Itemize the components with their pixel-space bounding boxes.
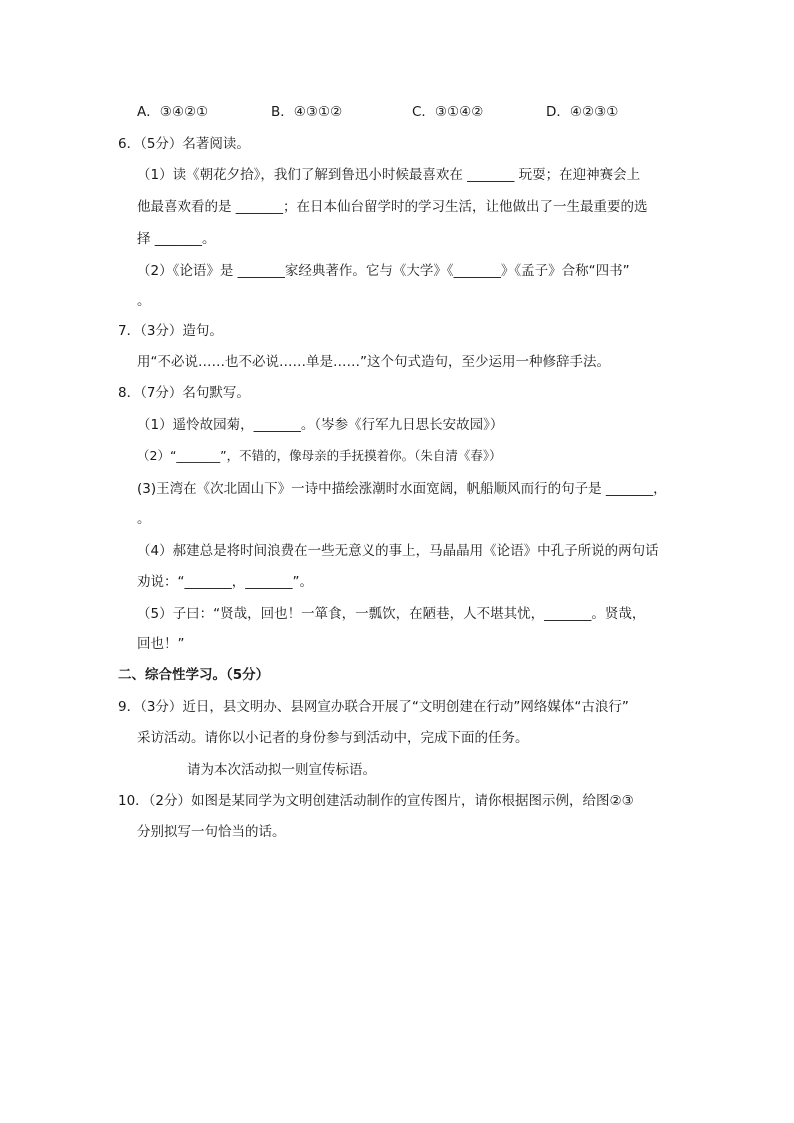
question-8-item1: （1）遥怜故园菊，_______。（岑参《行军九日思长安故园》） xyxy=(137,417,504,433)
question-6-part1-line2: 他最喜欢看的是 _______；在日本仙台留学时的学习生活，让他做出了一生最重要的选 xyxy=(137,199,648,215)
option-a: A．③④②① xyxy=(137,104,209,120)
question-9-task: 请为本次活动拟一则宣传标语。 xyxy=(187,762,376,778)
question-8-item2: （2）“_______”，不错的，像母亲的手抚摸着你。（朱自清《春》） xyxy=(137,448,502,463)
option-d: D．④②③① xyxy=(546,104,619,120)
option-b: B．④③①② xyxy=(271,104,343,120)
question-6-part1-line3: 择 _______。 xyxy=(137,231,216,247)
question-8-item5-line2: 回也！” xyxy=(137,636,185,652)
question-8-item4-line2: 劝说：“_______，_______”。 xyxy=(137,574,313,590)
question-8-item3-line2: 。 xyxy=(137,511,151,527)
section-2-title: 二、综合性学习。（5分） xyxy=(118,667,270,683)
question-6-part2-line2: 。 xyxy=(137,293,151,309)
question-9-line1: 9．（3分）近日，县文明办、县网宣办联合开展了“文明创建在行动”网络媒体“古浪行” xyxy=(118,699,629,715)
question-7-body: 用“不必说……也不必说……单是……”这个句式造句，至少运用一种修辞手法。 xyxy=(137,354,610,370)
option-c: C．③①④② xyxy=(412,104,484,120)
question-9-line2: 采访活动。请你以小记者的身份参与到活动中，完成下面的任务。 xyxy=(137,730,529,746)
question-6-head: 6．（5分）名著阅读。 xyxy=(118,136,250,152)
question-8-item5-line1: （5）子曰：“贤哉，回也！一箪食，一瓢饮，在陋巷，人不堪其忧，_______。贤哉， xyxy=(137,606,646,622)
question-8-item4-line1: （4）郝建总是将时间浪费在一些无意义的事上，马晶晶用《论语》中孔子所说的两句话 xyxy=(137,543,659,559)
question-6-part1-line1: （1）读《朝花夕拾》，我们了解到鲁迅小时候最喜欢在 _______ 玩耍；在迎神赛会上 xyxy=(137,167,641,183)
question-6-part2-line1: （2）《论语》是 _______家经典著作。它与《大学》《_______》《孟子》合称“四书” xyxy=(137,263,630,279)
question-8-item3-line1: (3)王湾在《次北固山下》一诗中描绘涨潮时水面宽阔，帆船顺风而行的句子是 _______， xyxy=(137,481,667,497)
question-7-head: 7．（3分）造句。 xyxy=(118,323,223,339)
question-8-head: 8．（7分）名句默写。 xyxy=(118,385,250,401)
question-10-line1: 10．（2分）如图是某同学为文明创建活动制作的宣传图片，请你根据图示例，给图②③ xyxy=(118,793,634,809)
question-10-line2: 分别拟写一句恰当的话。 xyxy=(137,824,286,840)
